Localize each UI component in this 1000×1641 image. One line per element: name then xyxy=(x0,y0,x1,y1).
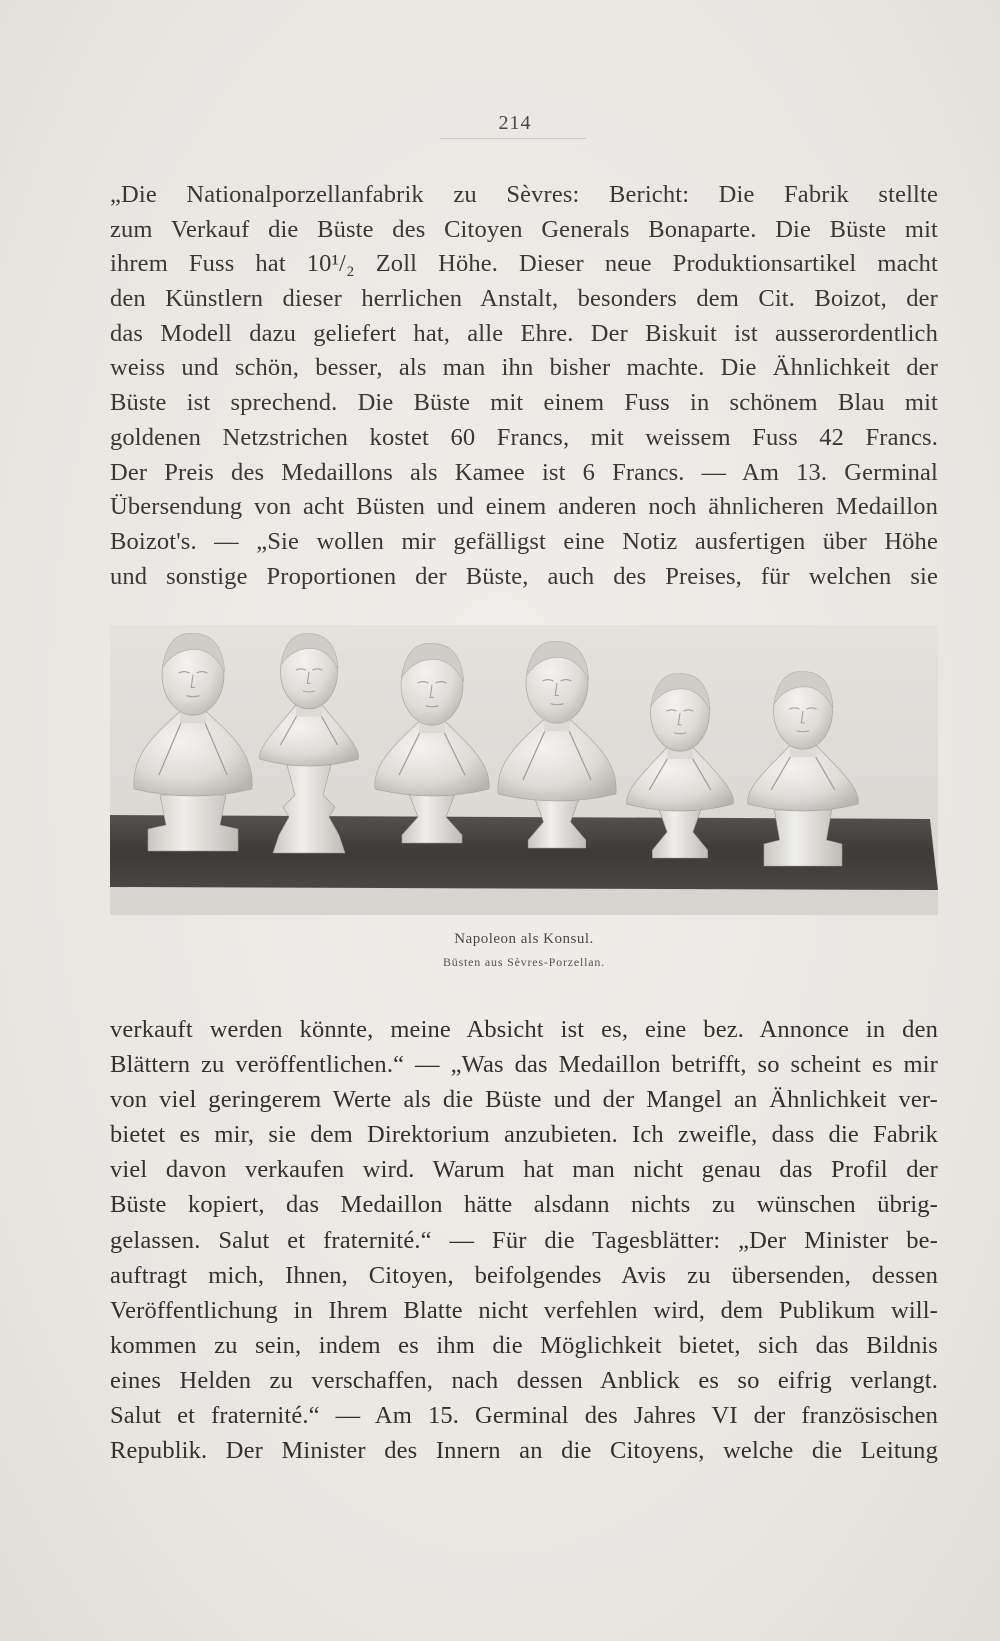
text-line: gelassen. Salut et fraternité.“ — Für die Tagesblätter: „Der Minister be- xyxy=(110,1226,938,1254)
text-line: ihrem Fuss hat 10¹/₂ Zoll Höhe. Dieser neue Produktionsartikel macht xyxy=(110,250,938,278)
text-line: verkauft werden könnte, meine Absicht ist es, eine bez. Annonce in den xyxy=(110,1016,938,1043)
bottom-paragraph xyxy=(110,1012,938,1468)
text-line: Büste kopiert, das Medaillon hätte alsdann nichts zu wünschen übrig- xyxy=(110,1191,938,1219)
top-paragraph xyxy=(110,178,938,594)
text-line: „Die Nationalporzellanfabrik zu Sèvres: Bericht: Die Fabrik stellte xyxy=(110,181,938,208)
text-line: Übersendung von acht Büsten und einem anderen noch ähnlicheren Medaillon xyxy=(110,493,938,521)
text-line: bietet es mir, sie dem Direktorium anzubieten. Ich zweifle, dass die Fabrik xyxy=(110,1121,938,1149)
text-line: das Modell dazu geliefert hat, alle Ehre. Der Biskuit ist ausserordentlich xyxy=(110,319,938,347)
text-line: von viel geringerem Werte als die Büste und der Mangel an Ähnlichkeit ver- xyxy=(110,1086,938,1114)
text-line: den Künstlern dieser herrlichen Anstalt, besonders dem Cit. Boizot, der xyxy=(110,285,938,313)
text-line: und sonstige Proportionen der Büste, auch des Preises, für welchen sie xyxy=(110,562,938,590)
text-line: Büste ist sprechend. Die Büste mit einem Fuss in schönem Blau mit xyxy=(110,389,938,417)
bust-photo-svg xyxy=(110,625,938,915)
text-line: weiss und schön, besser, als man ihn bisher machte. Die Ähnlichkeit der xyxy=(110,354,938,382)
page-number: 214 xyxy=(498,112,532,134)
figure-subcaption: Büsten aus Sèvres-Porzellan. xyxy=(442,955,606,969)
text-line: eines Helden zu verschaffen, nach dessen Anblick es so eifrig verlangt. xyxy=(110,1366,938,1394)
text-line: auftragt mich, Ihnen, Citoyen, beifolgendes Avis zu übersenden, dessen xyxy=(110,1261,938,1289)
figure-caption: Napoleon als Konsul. xyxy=(454,931,594,947)
page-number-rule xyxy=(440,138,586,139)
text-line: zum Verkauf die Büste des Citoyen Generals Bonaparte. Die Büste mit xyxy=(110,215,938,243)
bust-photograph xyxy=(110,625,938,915)
text-line: Veröffentlichung in Ihrem Blatte nicht verfehlen wird, dem Publikum will- xyxy=(110,1296,938,1324)
text-line: Republik. Der Minister des Innern an die Citoyens, welche die Leitung xyxy=(110,1437,938,1465)
text-line: viel davon verkaufen wird. Warum hat man nicht genau das Profil der xyxy=(110,1156,938,1184)
text-line: Boizot's. — „Sie wollen mir gefälligst eine Notiz ausfertigen über Höhe xyxy=(110,527,938,555)
text-line: goldenen Netzstrichen kostet 60 Francs, mit weissem Fuss 42 Francs. xyxy=(110,423,938,451)
text-line: kommen zu sein, indem es ihm die Möglichkeit bietet, sich das Bildnis xyxy=(110,1331,938,1359)
text-line: Blättern zu veröffentlichen.“ — „Was das Medaillon betrifft, so scheint es mir xyxy=(110,1051,938,1079)
text-line: Salut et fraternité.“ — Am 15. Germinal des Jahres VI der französischen xyxy=(110,1402,938,1430)
text-line: Der Preis des Medaillons als Kamee ist 6 Francs. — Am 13. Germinal xyxy=(110,458,938,486)
